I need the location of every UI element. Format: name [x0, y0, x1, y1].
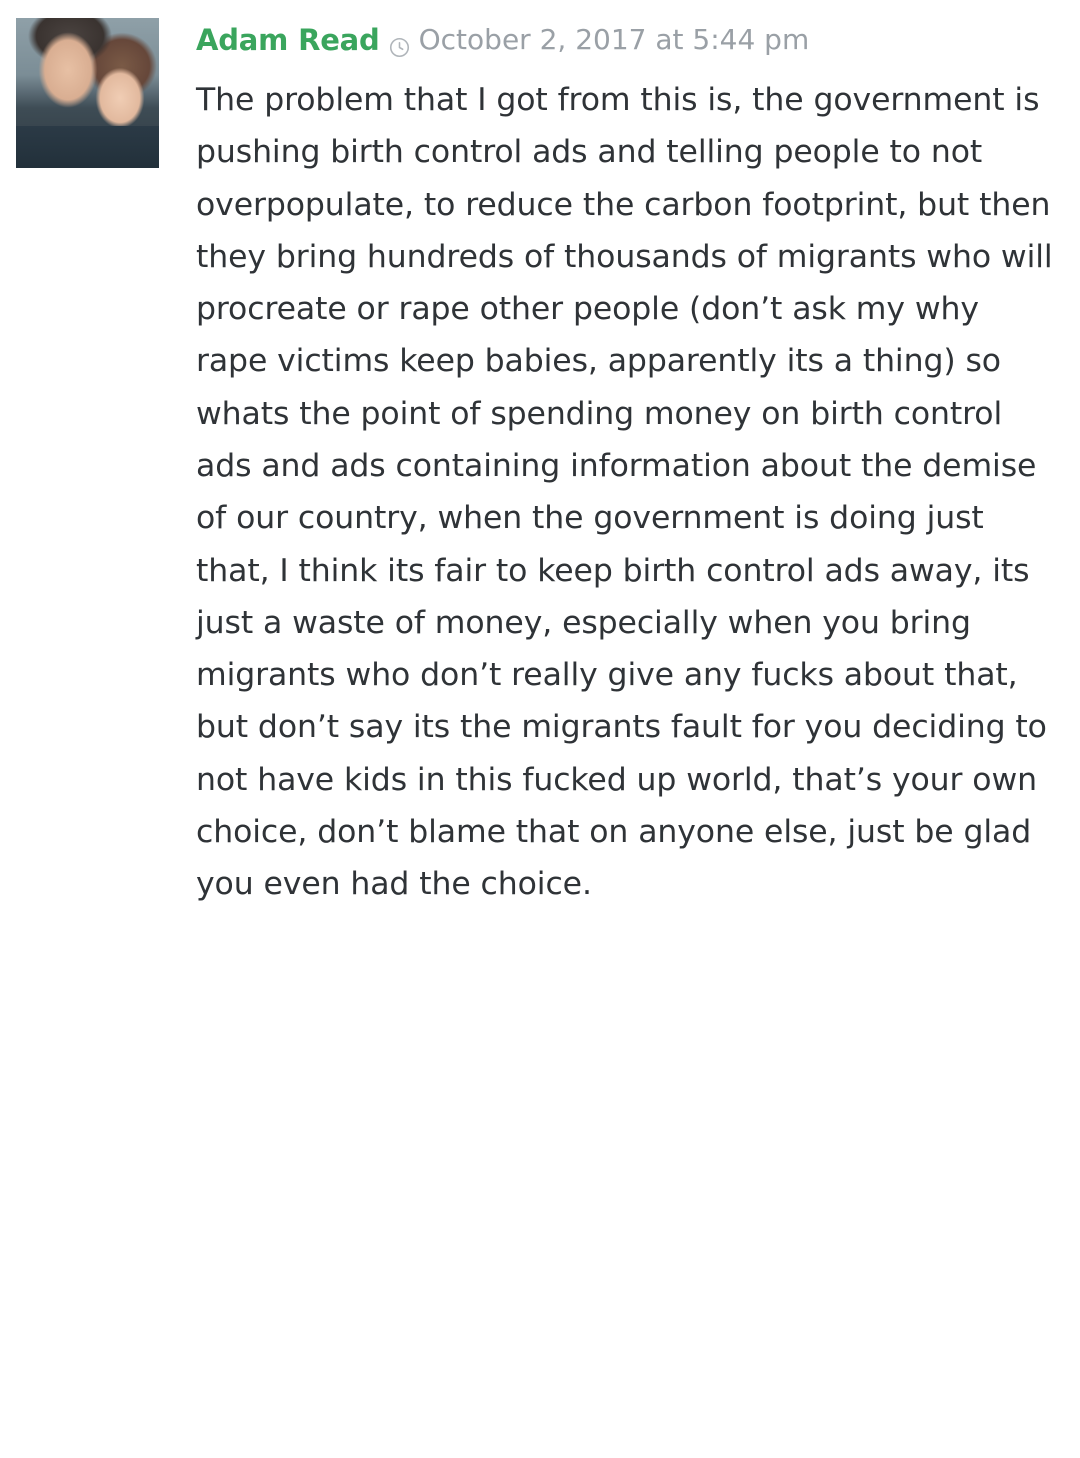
avatar-photo-foreground — [16, 126, 159, 168]
comment-meta — [196, 18, 1060, 62]
comment-body — [196, 18, 1060, 911]
clock-icon — [389, 31, 410, 52]
comment-text: The problem that I got from this is, the government is pushing birth control ads and telling people to not overpopulate, to reduce the carbon footprint, but then they bring hundreds of thousands of migrants who will procreate or rape other people (don’t ask my why rape victims keep babies, apparently its a thing) so whats the point of spending money on birth control ads and ads containing information about the demise of our country, when the government is doing just that, I think its fair to keep birth control ads away, its just a waste of money, especially when you bring migrants who don’t really give any fucks about that, but don’t say its the migrants fault for you deciding to not have kids in this fucked up world, that’s your own choice, don’t blame that on anyone else, just be glad you even had the choice. — [196, 82, 1053, 903]
comment-timestamp[interactable]: October 2, 2017 at 5:44 pm — [418, 23, 810, 56]
comment-author-name[interactable]: Adam Read — [196, 23, 380, 57]
avatar[interactable] — [16, 18, 159, 168]
